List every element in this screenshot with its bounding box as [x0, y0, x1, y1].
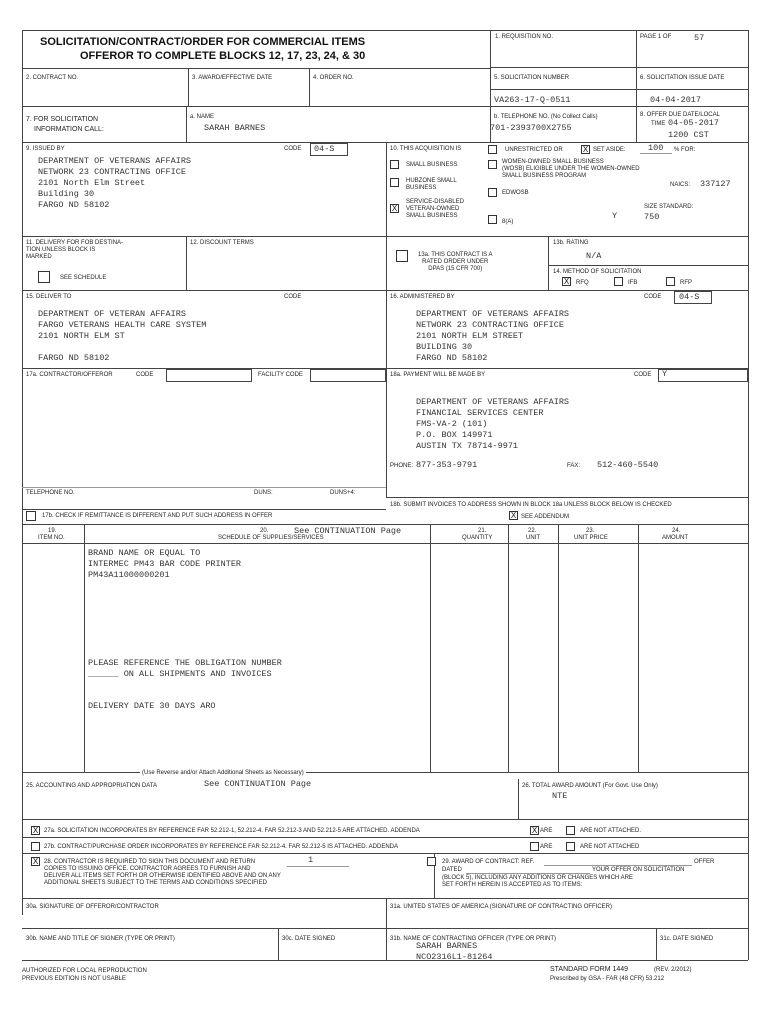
facility-code-label: FACILITY CODE — [258, 372, 303, 378]
obligation-note: PLEASE REFERENCE THE OBLIGATION NUMBER ______ ON ALL SHIPMENTS AND INVOICES — [88, 658, 282, 679]
order-no-label: 4. ORDER NO. — [313, 75, 354, 81]
sig-31c-label: 31c. DATE SIGNED — [660, 936, 714, 942]
administered-by-address: DEPARTMENT OF VETERANS AFFAIRS NETWORK 23 CONTRACTING OFFICE 2101 NORTH ELM STREET BUILDING 30 FARGO ND 58102 — [416, 309, 570, 363]
clause-29-your-offer-label: YOUR OFFER ON SOLICITATION — [592, 867, 685, 873]
form-subtitle: OFFEROR TO COMPLETE BLOCKS 12, 17, 23, 24, & 30 — [80, 50, 366, 62]
issued-by-address: DEPARTMENT OF VETERANS AFFAIRS NETWORK 23 CONTRACTING OFFICE 2101 North Elm Street Building 30 FARGO ND 58102 — [38, 156, 192, 210]
administered-by-code: 04-S — [679, 292, 700, 302]
offer-due-date: 04-05-2017 — [668, 118, 720, 128]
contracting-officer-id: NCO2316L1-81264 — [416, 952, 493, 962]
total-award-label: 26. TOTAL AWARD AMOUNT (For Govt. Use Only) — [522, 783, 658, 789]
col-unit-price-num: 23. — [586, 528, 595, 534]
eight-a-checkbox[interactable] — [488, 215, 497, 224]
requisition-label: 1. REQUISITION NO. — [495, 34, 554, 40]
col-item-label: ITEM NO. — [38, 535, 65, 541]
addendum-checkbox[interactable]: X — [510, 511, 517, 520]
naics-label: NAICS: — [670, 182, 691, 188]
addendum-label: SEE ADDENDUM — [521, 514, 570, 520]
size-standard: 750 — [644, 212, 660, 222]
ifb-checkbox[interactable] — [614, 277, 623, 286]
award-date-label: 3. AWARD/EFFECTIVE DATE — [192, 75, 273, 81]
payment-code: Y — [662, 369, 668, 379]
rating-label: 13b. RATING — [553, 240, 589, 246]
clause-27b-are-checkbox[interactable] — [530, 842, 539, 851]
acquisition-label: 10. THIS ACQUISITION IS — [390, 146, 462, 152]
clause-27a-are-not-checkbox[interactable] — [566, 826, 575, 835]
edwosb-checkbox[interactable] — [488, 188, 497, 197]
col-schedule-label: SCHEDULE OF SUPPLIES/SERVICES — [218, 535, 324, 541]
form-title: SOLICITATION/CONTRACT/ORDER FOR COMMERCIAL ITEMS — [40, 36, 366, 48]
col-unit-num: 22. — [528, 528, 537, 534]
set-aside-checkbox[interactable]: X — [582, 145, 589, 154]
name-label: a. NAME — [190, 114, 215, 120]
sig-30b-label: 30b. NAME AND TITLE OF SIGNER (TYPE OR PRINT) — [26, 936, 175, 942]
sig-31a-label: 31a. UNITED STATES OF AMERICA (SIGNATURE OF CONTRACTING OFFICER) — [390, 904, 613, 910]
submit-invoices-label: 18b. SUBMIT INVOICES TO ADDRESS SHOWN IN BLOCK 18a UNLESS BLOCK BELOW IS CHECKED — [390, 502, 672, 508]
prescribed-by: Prescribed by GSA - FAR (48 CFR) 53.212 — [550, 976, 665, 982]
rfq-label: RFQ — [576, 280, 589, 286]
clause-27a-are-checkbox[interactable]: X — [531, 826, 538, 835]
remittance-label: 17b. CHECK IF REMITTANCE IS DIFFERENT AND PUT SUCH ADDRESS IN OFFER — [42, 513, 273, 519]
remittance-checkbox[interactable] — [26, 511, 36, 521]
contractor-code-label: CODE — [136, 372, 154, 378]
accounting-value: See CONTINUATION Page — [204, 779, 312, 789]
reverse-note: (Use Reverse and/or Attach Additional Sheets as Necessary) — [142, 770, 304, 776]
rfp-label: RFP — [680, 280, 692, 286]
col-amount-num: 24. — [672, 528, 681, 534]
clause-27a-are-label: ARE — [540, 828, 553, 834]
clause-29-checkbox[interactable] — [427, 857, 436, 866]
hubzone-label: HUBZONE SMALL BUSINESS — [406, 178, 457, 191]
rated-order-label: 13a. THIS CONTRACT IS A RATED ORDER UNDER DPAS (15 CFR 700) — [418, 252, 493, 272]
phone-label: b. TELEPHONE NO. (No Collect Calls) — [494, 114, 598, 120]
method-label: 14. METHOD OF SOLICITATION — [553, 269, 642, 275]
duns-label: DUNS: — [254, 490, 273, 496]
solicitation-no-label: 5. SOLICITATION NUMBER — [494, 75, 570, 81]
ifb-label: IFB — [628, 280, 638, 286]
page-label: PAGE 1 OF — [640, 34, 672, 40]
payment-phone-label: PHONE: — [390, 463, 414, 469]
accounting-label: 25. ACCOUNTING AND APPROPRIATION DATA — [26, 783, 158, 789]
size-flag: Y — [612, 211, 618, 221]
issue-date: 04-04-2017 — [650, 95, 702, 105]
payment-phone: 877-353-9791 — [416, 460, 478, 470]
unrestricted-label: UNRESTRICTED OR — [505, 147, 563, 153]
rating-value: N/A — [586, 251, 602, 261]
sig-31b-label: 31b. NAME OF CONTRACTING OFFICER (TYPE OR PRINT) — [390, 936, 557, 942]
issued-by-code-label: CODE — [284, 146, 302, 152]
contract-no-label: 2. CONTRACT NO. — [26, 75, 79, 81]
form-revision: (REV. 2/2012) — [654, 967, 692, 973]
rated-order-checkbox[interactable] — [396, 250, 408, 262]
clause-27a-label: 27a. SOLICITATION INCORPORATES BY REFERENCE FAR 52.212-1, 52.212-4. FAR 52.212-3 AND 52.212-5 ARE ATTACHED. ADDENDA — [44, 828, 420, 834]
clause-27b-are-not-checkbox[interactable] — [566, 842, 575, 851]
small-business-checkbox[interactable] — [390, 160, 399, 169]
clause-27b-are-not-label: ARE NOT ATTACHED — [580, 844, 640, 850]
time-label: TIME — [651, 121, 666, 127]
total-award-value: NTE — [552, 791, 568, 801]
contracting-officer-name: SARAH BARNES — [416, 941, 478, 951]
col-unit-price-label: UNIT PRICE — [574, 535, 608, 541]
set-aside-percent: 100 — [648, 143, 664, 153]
contact-phone: 701-2393700X2755 — [490, 123, 572, 133]
previous-edition-note: PREVIOUS EDITION IS NOT USABLE — [22, 976, 126, 982]
issued-by-code: 04-S — [314, 144, 335, 154]
telephone-label: TELEPHONE NO. — [26, 490, 75, 496]
payment-fax-label: FAX: — [567, 463, 581, 469]
clause-28-checkbox[interactable]: X — [32, 857, 39, 866]
deliver-to-address: DEPARTMENT OF VETERAN AFFAIRS FARGO VETERANS HEALTH CARE SYSTEM 2101 NORTH ELM ST FARGO ND 58102 — [38, 309, 207, 363]
clause-29-dated-label: DATED — [442, 867, 462, 873]
col-quantity-label: QUANTITY — [462, 535, 493, 541]
naics-code: 337127 — [700, 179, 731, 189]
sig-30a-label: 30a. SIGNATURE OF OFFEROR/CONTRACTOR — [26, 904, 159, 910]
contractor-label: 17a. CONTRACTOR/OFFEROR — [26, 372, 113, 378]
clause-27a-checkbox[interactable]: X — [32, 826, 39, 835]
edwosb-label: EDWOSB — [502, 190, 529, 196]
see-schedule-checkbox[interactable] — [38, 271, 50, 283]
deliver-to-label: 15. DELIVER TO — [26, 294, 72, 300]
clause-29-label: 29. AWARD OF CONTRACT: REF. — [442, 859, 535, 865]
page-total: 57 — [694, 33, 705, 43]
clause-27b-label: 27b. CONTRACT/PURCHASE ORDER INCORPORATES BY REFERENCE FAR 52.212-4. FAR 52.212-5 IS ATTACHED. ADDENDA — [44, 844, 398, 850]
contact-name: SARAH BARNES — [204, 123, 266, 133]
payment-code-label: CODE — [634, 372, 652, 378]
authorized-reproduction: AUTHORIZED FOR LOCAL REPRODUCTION — [22, 968, 147, 974]
clause-28-copies: 1 — [308, 855, 314, 865]
clause-27a-are-not-label: ARE NOT ATTACHED. — [580, 828, 642, 834]
administered-by-code-label: CODE — [644, 294, 662, 300]
offer-due-label: 8. OFFER DUE DATE/LOCAL — [640, 112, 720, 118]
eight-a-label: 8(A) — [502, 219, 514, 225]
rfq-checkbox[interactable]: X — [563, 277, 570, 286]
clause-27b-are-label: ARE — [540, 844, 553, 850]
col-amount-label: AMOUNT — [662, 535, 688, 541]
duns4-label: DUNS+4: — [330, 490, 356, 496]
sig-30c-label: 30c. DATE SIGNED — [282, 936, 336, 942]
sdvosb-label: SERVICE-DISABLED VETERAN-OWNED SMALL BUSINESS — [406, 199, 464, 219]
solicitation-number: VA263-17-Q-0511 — [494, 95, 571, 105]
unrestricted-checkbox[interactable] — [488, 145, 497, 154]
col-schedule-num: 20. — [260, 528, 269, 534]
issued-by-label: 9. ISSUED BY — [26, 146, 65, 152]
clause-29-offer-label: OFFER — [694, 859, 715, 865]
set-aside-label: SET ASIDE: — [593, 147, 626, 153]
size-standard-label: SIZE STANDARD: — [644, 204, 694, 210]
item-description: BRAND NAME OR EQUAL TO INTERMEC PM43 BAR CODE PRINTER PM43A11000000201 — [88, 548, 242, 580]
information-call-label: INFORMATION CALL: — [34, 126, 104, 133]
issue-date-label: 6. SOLICITATION ISSUE DATE — [640, 75, 725, 81]
col-quantity-num: 21. — [478, 528, 487, 534]
payment-address: DEPARTMENT OF VETERANS AFFAIRS FINANCIAL SERVICES CENTER FMS-VA-2 (101) P.O. BOX 149971 AUSTIN TX 78714-9971 — [416, 397, 570, 451]
clause-27b-checkbox[interactable] — [31, 842, 40, 851]
deliver-to-code-label: CODE — [284, 294, 302, 300]
wosb-label: WOMEN-OWNED SMALL BUSINESS (WOSB) ELIGIBLE UNDER THE WOMEN-OWNED SMALL BUSINESS PROGRAM — [502, 159, 640, 179]
delivery-date-note: DELIVERY DATE 30 DAYS ARO — [88, 701, 216, 711]
sdvosb-checkbox[interactable]: X — [391, 204, 398, 213]
col-item-num: 19. — [48, 528, 57, 534]
small-business-label: SMALL BUSINESS — [406, 162, 458, 168]
payment-label: 18a. PAYMENT WILL BE MADE BY — [390, 372, 486, 378]
wosb-checkbox[interactable] — [488, 160, 497, 169]
clause-28-label: 28. CONTRACTOR IS REQUIRED TO SIGN THIS DOCUMENT AND RETURN COPIES TO ISSUING OFFICE. CONTRACTOR AGREES TO FURNISH AND DELIVER ALL ITEMS SET FORTH OR OTHERWISE IDENTIFIED ABOVE AND ON ANY ADDITIONAL SHEETS SUBJECT TO THE TERMS AND CONDITIONS SPECIFIED — [44, 859, 281, 886]
see-schedule-label: SEE SCHEDULE — [60, 275, 107, 281]
col-unit-label: UNIT — [526, 535, 540, 541]
hubzone-checkbox[interactable] — [390, 178, 399, 187]
for-solicitation-label: 7. FOR SOLICITATION — [26, 116, 99, 123]
delivery-fob-label: 11. DELIVERY FOR FOB DESTINA- TION UNLESS BLOCK IS MARKED — [26, 240, 124, 260]
percent-for-label: % FOR: — [674, 147, 696, 153]
standard-form-label: STANDARD FORM 1449 — [550, 966, 629, 973]
discount-terms-label: 12. DISCOUNT TERMS — [190, 240, 254, 246]
clause-29-text: (BLOCK 5), INCLUDING ANY ADDITIONS OR CHANGES WHICH ARE SET FORTH HEREIN IS ACCEPTED AS TO ITEMS: — [442, 875, 633, 888]
rfp-checkbox[interactable] — [666, 277, 675, 286]
offer-due-time: 1200 CST — [668, 130, 709, 140]
payment-fax: 512-460-5540 — [597, 460, 659, 470]
schedule-continuation: See CONTINUATION Page — [294, 526, 402, 536]
administered-by-label: 16. ADMINISTERED BY — [390, 294, 455, 300]
